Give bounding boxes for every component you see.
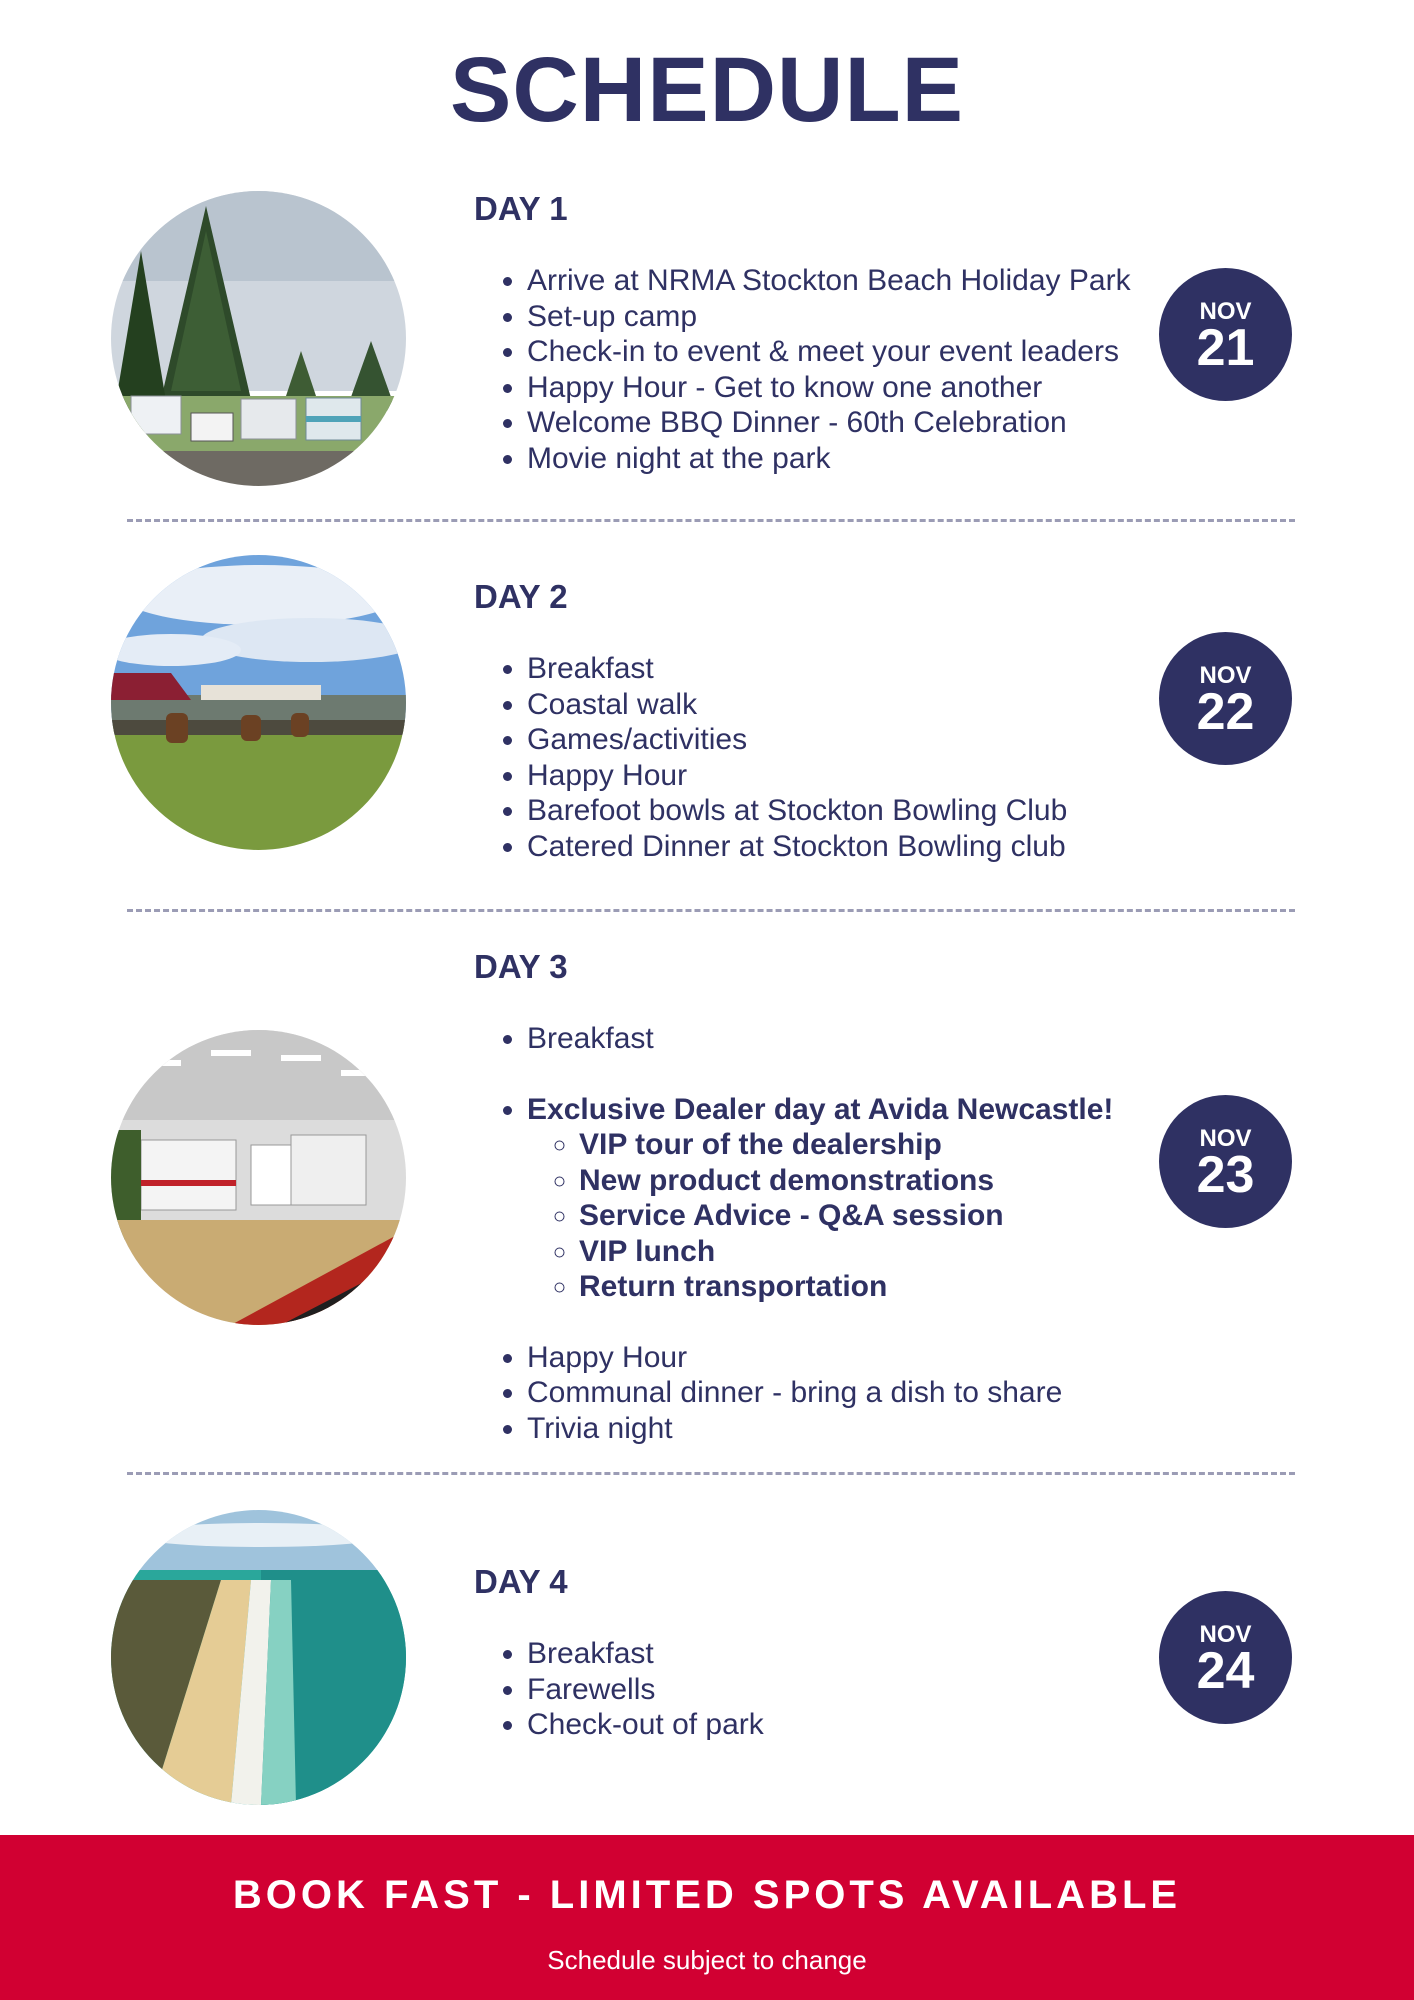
list-item: • Catered Dinner at Stockton Bowling club xyxy=(527,829,1067,865)
sub-list-item: ◦ Service Advice - Q&A session xyxy=(579,1198,1113,1234)
list-item: • Set-up camp xyxy=(527,299,1131,335)
holiday-park-photo xyxy=(111,191,406,486)
day-3-list xyxy=(474,1021,1113,1446)
bowling-club-photo xyxy=(111,555,406,850)
footer-note: Schedule subject to change xyxy=(547,1945,867,1975)
sub-list-item: ◦ VIP tour of the dealership xyxy=(579,1127,1113,1163)
date-badge-day-2 xyxy=(1159,632,1292,765)
dashed-divider xyxy=(127,519,1295,522)
list-item: • Happy Hour xyxy=(527,758,1067,794)
list-item: • Breakfast xyxy=(527,651,1067,687)
day-2-heading: DAY 2 xyxy=(474,578,568,615)
list-item: • Movie night at the park xyxy=(527,441,1131,477)
day-2-list xyxy=(474,651,1067,864)
booking-cta: BOOK FAST - LIMITED SPOTS AVAILABLE xyxy=(232,1873,1182,1917)
dashed-divider xyxy=(127,1472,1295,1475)
highlight-label: Exclusive Dealer day at Avida Newcastle! xyxy=(527,1092,1114,1126)
list-item: • Check-out of park xyxy=(527,1707,764,1743)
list-item: • Communal dinner - bring a dish to share xyxy=(527,1375,1113,1411)
badge-month: NOV xyxy=(1199,298,1252,325)
list-item: • Breakfast xyxy=(527,1021,1113,1057)
day-1-heading: DAY 1 xyxy=(474,190,568,227)
sub-list-item: ◦ VIP lunch xyxy=(579,1234,1113,1270)
date-badge-day-4 xyxy=(1159,1591,1292,1724)
list-item: • Barefoot bowls at Stockton Bowling Club xyxy=(527,793,1067,829)
list-item: • Farewells xyxy=(527,1672,764,1708)
list-item: • Coastal walk xyxy=(527,687,1067,723)
badge-month: NOV xyxy=(1199,662,1252,689)
list-item: • Trivia night xyxy=(527,1411,1113,1447)
list-item: • Games/activities xyxy=(527,722,1067,758)
list-item: • Breakfast xyxy=(527,1636,764,1672)
list-item: • Check-in to event & meet your event leaders xyxy=(527,334,1131,370)
page-title: SCHEDULE xyxy=(449,39,965,141)
badge-date: 24 xyxy=(1196,1642,1255,1700)
list-item: • Welcome BBQ Dinner - 60th Celebration xyxy=(527,405,1131,441)
badge-date: 22 xyxy=(1196,683,1255,741)
beach-photo xyxy=(111,1510,406,1805)
dealership-photo xyxy=(111,1030,406,1325)
sub-list-item: ◦ New product demonstrations xyxy=(579,1163,1113,1199)
footer-banner xyxy=(0,1835,1414,2000)
day-1-list xyxy=(474,263,1131,476)
dashed-divider xyxy=(127,909,1295,912)
list-spacer xyxy=(527,1305,1113,1340)
date-badge-day-1 xyxy=(1159,268,1292,401)
day-3-heading: DAY 3 xyxy=(474,948,568,985)
sub-list-item: ◦ Return transportation xyxy=(579,1269,1113,1305)
list-item-highlight xyxy=(527,1092,1113,1305)
day-4-heading: DAY 4 xyxy=(474,1563,568,1600)
list-item: • Arrive at NRMA Stockton Beach Holiday Park xyxy=(527,263,1131,299)
date-badge-day-3 xyxy=(1159,1095,1292,1228)
list-spacer xyxy=(527,1057,1113,1092)
badge-date: 21 xyxy=(1196,319,1255,377)
day-4-list xyxy=(474,1636,764,1743)
highlight-sublist xyxy=(527,1127,1113,1305)
badge-month: NOV xyxy=(1199,1125,1252,1152)
list-item: • Happy Hour xyxy=(527,1340,1113,1376)
badge-month: NOV xyxy=(1199,1621,1252,1648)
badge-date: 23 xyxy=(1196,1146,1255,1204)
list-item: • Happy Hour - Get to know one another xyxy=(527,370,1131,406)
